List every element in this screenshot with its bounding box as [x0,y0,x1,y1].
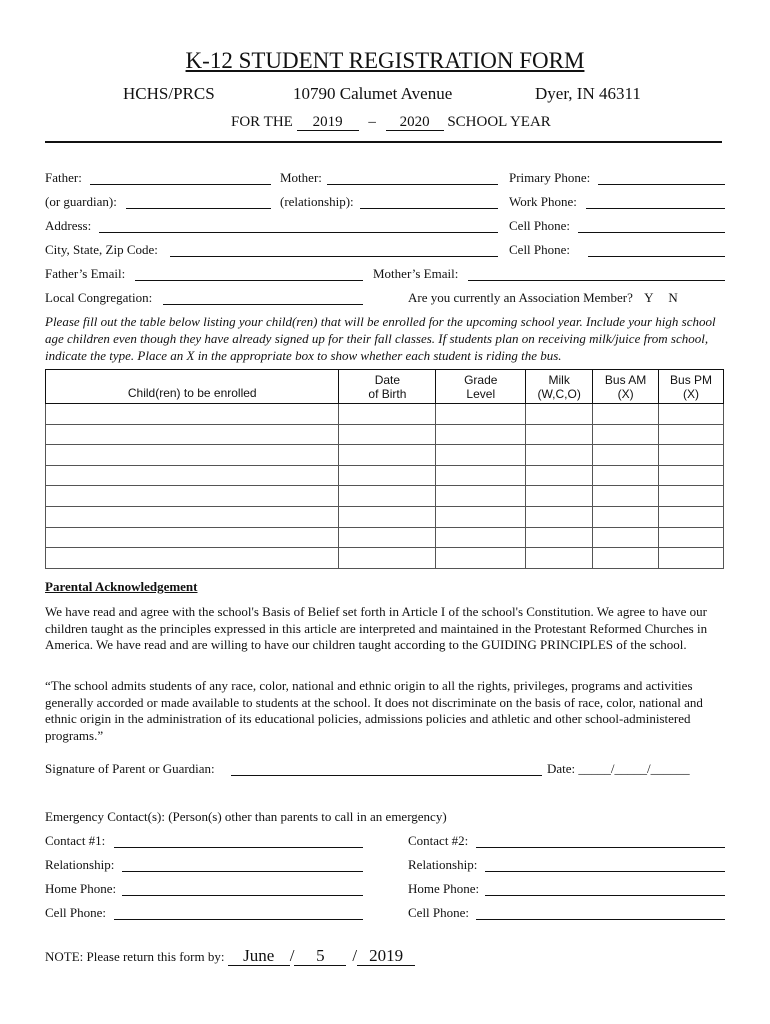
cell-milk[interactable] [526,486,593,507]
cell-bus-pm[interactable] [659,486,724,507]
header-divider [45,141,722,143]
return-slash-1: / [289,946,295,965]
table-row [46,424,724,445]
cell-bus-pm[interactable] [659,548,724,569]
table-row [46,465,724,486]
contact1-field[interactable] [114,847,363,848]
col-children: Child(ren) to be enrolled [46,370,339,404]
cell-bus-pm[interactable] [659,527,724,548]
table-row [46,548,724,569]
return-day[interactable]: 5 [294,947,346,966]
cell-grade[interactable] [436,404,526,425]
cell-dob[interactable] [339,445,436,466]
cell-milk[interactable] [526,404,593,425]
cell-grade[interactable] [436,486,526,507]
cell-child[interactable] [46,527,339,548]
congregation-label: Local Congregation: [45,290,153,305]
return-month[interactable]: June [228,947,290,966]
signature-field[interactable] [231,775,542,776]
cell-milk[interactable] [526,527,593,548]
fathers-email-field[interactable] [135,280,363,281]
cell-bus-am[interactable] [593,424,659,445]
relationship1-field[interactable] [122,871,363,872]
mothers-email-field[interactable] [468,280,725,281]
cell-child[interactable] [46,486,339,507]
cell-grade[interactable] [436,424,526,445]
relationship-field[interactable] [360,208,498,209]
table-header-row [46,370,724,404]
table-row [46,404,724,425]
school-name: HCHS/PRCS [123,84,215,103]
fathers-email-label: Father’s Email: [45,266,126,281]
return-slash-2: / [352,946,358,965]
cell-bus-am[interactable] [593,486,659,507]
cell-phone-label-2: Cell Phone: [509,242,571,257]
cell-phone-field-1[interactable] [578,232,725,233]
cell-phone-label-1: Cell Phone: [509,218,571,233]
signature-date [547,761,690,777]
table-row [46,445,724,466]
cell-grade[interactable] [436,527,526,548]
home-phone1-field[interactable] [122,895,363,896]
cell-bus-pm[interactable] [659,465,724,486]
cell-phone2-field[interactable] [476,919,725,920]
contact1-label: Contact #1: [45,833,106,848]
acknowledgement-heading: Parental Acknowledgement [45,579,198,594]
return-note [45,946,415,966]
cell-child[interactable] [46,465,339,486]
cell-bus-pm[interactable] [659,404,724,425]
school-year-line [231,114,551,131]
cell-bus-pm[interactable] [659,424,724,445]
association-yes[interactable]: Y [644,290,654,305]
cell-child[interactable] [46,445,339,466]
year-start[interactable]: 2019 [297,115,359,131]
congregation-field[interactable] [163,304,363,305]
cell-bus-pm[interactable] [659,506,724,527]
relationship1-label: Relationship: [45,857,115,872]
date-label: Date: [547,761,576,776]
association-question [408,290,678,306]
relationship2-label: Relationship: [408,857,478,872]
cell-grade[interactable] [436,465,526,486]
col-date-of-birth: Date of Birth [339,370,436,404]
for-the-label: FOR THE [231,114,293,130]
guardian-field[interactable] [126,208,271,209]
date-field[interactable]: _____/_____/______ [578,761,690,776]
home-phone2-field[interactable] [485,895,725,896]
home-phone1-label: Home Phone: [45,881,117,896]
form-title: K-12 STUDENT REGISTRATION FORM [185,48,585,73]
cell-bus-am[interactable] [593,465,659,486]
contact2-label: Contact #2: [408,833,469,848]
cell-phone1-field[interactable] [114,919,363,920]
cell-child[interactable] [46,424,339,445]
primary-phone-label: Primary Phone: [509,170,591,185]
mother-label: Mother: [280,170,322,185]
cell-phone1-label: Cell Phone: [45,905,107,920]
cell-milk[interactable] [526,548,593,569]
cell-dob[interactable] [339,404,436,425]
work-phone-field[interactable] [586,208,725,209]
cell-bus-am[interactable] [593,404,659,425]
cell-dob[interactable] [339,465,436,486]
return-note-label: NOTE: Please return this form by: [45,949,225,964]
relationship-label: (relationship): [280,194,354,209]
school-city: Dyer, IN 46311 [535,84,641,103]
col-bus-am: Bus AM (X) [593,370,659,404]
cell-phone-field-2[interactable] [588,256,725,257]
city-state-zip-label: City, State, Zip Code: [45,242,158,257]
cell-dob[interactable] [339,486,436,507]
home-phone2-label: Home Phone: [408,881,480,896]
guardian-label: (or guardian): [45,194,117,209]
father-field[interactable] [90,184,271,185]
cell-bus-am[interactable] [593,527,659,548]
relationship2-field[interactable] [485,871,725,872]
cell-phone2-label: Cell Phone: [408,905,470,920]
table-row [46,506,724,527]
cell-bus-am[interactable] [593,506,659,527]
cell-bus-pm[interactable] [659,445,724,466]
cell-dob[interactable] [339,548,436,569]
table-row [46,527,724,548]
acknowledgement-paragraph: We have read and agree with the school's Basis of Belief set forth in Article I of the school's Constitution. We agree to have our children taught as the principles expressed in this article are interpreted and maintained in the Protestant Reformed Churches in America. We have read and are willing to have our children taught according to the GUIDING PRINCIPLES of the school. [45,604,708,652]
association-no[interactable]: N [668,290,678,305]
school-address: 10790 Calumet Avenue [293,84,453,103]
cell-bus-am[interactable] [593,445,659,466]
cell-grade[interactable] [436,445,526,466]
cell-milk[interactable] [526,445,593,466]
return-year[interactable]: 2019 [357,947,415,966]
cell-dob[interactable] [339,527,436,548]
signature-label: Signature of Parent or Guardian: [45,761,215,776]
children-table [45,369,724,569]
cell-child[interactable] [46,506,339,527]
cell-grade[interactable] [436,548,526,569]
col-grade-level: Grade Level [436,370,526,404]
mother-field[interactable] [327,184,498,185]
address-label: Address: [45,218,92,233]
cell-dob[interactable] [339,506,436,527]
mothers-email-label: Mother’s Email: [373,266,459,281]
association-question-text: Are you currently an Association Member? [408,290,633,305]
col-bus-pm: Bus PM (X) [659,370,724,404]
col-milk: Milk (W,C,O) [526,370,593,404]
year-dash: – [368,114,376,130]
father-label: Father: [45,170,82,185]
table-row [46,486,724,507]
cell-child[interactable] [46,548,339,569]
cell-bus-am[interactable] [593,548,659,569]
cell-grade[interactable] [436,506,526,527]
emergency-heading: Emergency Contact(s): (Person(s) other than parents to call in an emergency) [45,809,447,824]
cell-milk[interactable] [526,424,593,445]
cell-milk[interactable] [526,506,593,527]
table-instructions: Please fill out the table below listing your child(ren) that will be enrolled for the upcoming school year. Include your high school age children even though they have already signed up for their fall classes. If students plan on receiving milk/juice from school, indicate the type. Place an X in the appropriate box to show whether each student is riding the bus. [45,314,716,363]
primary-phone-field[interactable] [598,184,725,185]
cell-milk[interactable] [526,465,593,486]
address-field[interactable] [99,232,498,233]
contact2-field[interactable] [476,847,725,848]
city-state-zip-field[interactable] [170,256,498,257]
school-year-label: SCHOOL YEAR [447,114,551,130]
cell-dob[interactable] [339,424,436,445]
nondiscrimination-paragraph: “The school admits students of any race, color, national and ethnic origin to all the rights, privileges, programs and activities generally accorded or made available to students at the school. It does not discriminate on the basis of race, color, national and ethnic origin in the administration of its educational policies, admissions policies and athletic and other school-administered programs.” [45,678,703,743]
work-phone-label: Work Phone: [509,194,577,209]
cell-child[interactable] [46,404,339,425]
year-end[interactable]: 2020 [386,115,444,131]
